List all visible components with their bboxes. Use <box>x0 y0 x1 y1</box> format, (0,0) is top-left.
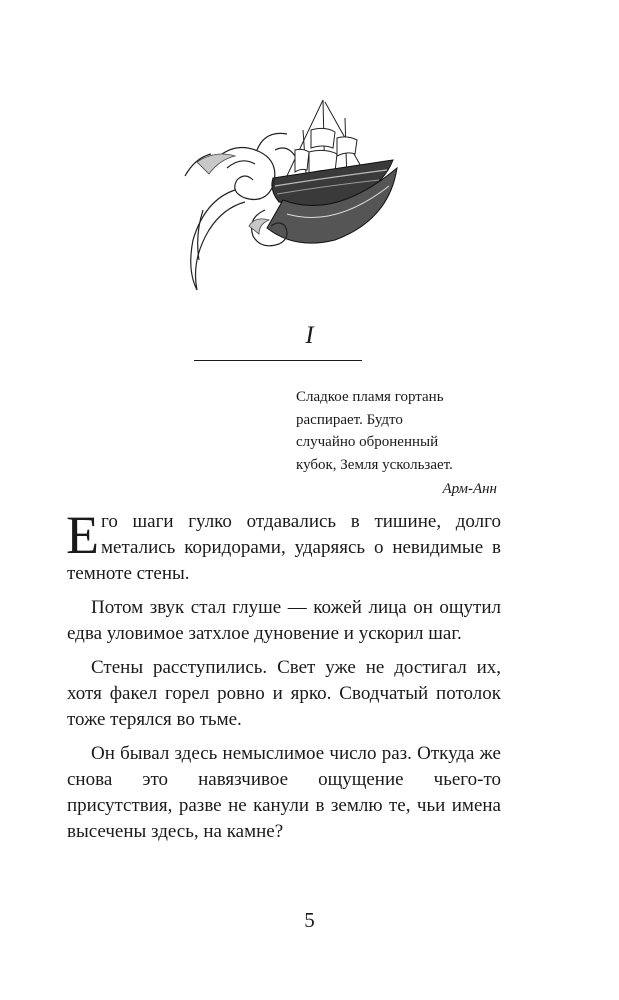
paragraph: Стены расступились. Свет уже не достигал их, хотя факел горел ровно и ярко. Сводчатый потолок тоже терялся во тьме. <box>67 657 501 730</box>
epigraph-line: распирает. Будто <box>296 411 403 428</box>
paragraph: Потом звук стал глуше — кожей лица он ощутил едва уловимое затхлое дуновение и ускорил шаг. <box>67 597 501 644</box>
epigraph-line: кубок, Земля ускользает. <box>296 456 453 473</box>
chapter-divider <box>194 360 362 361</box>
chapter-body <box>66 505 501 853</box>
paragraph-text: го шаги гулко отдавались в тишине, долго метались коридорами, ударяясь о невидимые в темноте стены. <box>67 511 501 584</box>
epigraph-author: Арм-Анн <box>442 481 497 497</box>
chapter-number: I <box>305 322 314 349</box>
epigraph-line: Сладкое пламя гортань <box>296 389 444 405</box>
ship-on-waves-illustration <box>175 90 425 300</box>
paragraph <box>66 505 501 587</box>
epigraph <box>296 386 516 501</box>
epigraph-line: случайно оброненный <box>296 434 439 450</box>
drop-cap: Е <box>66 505 99 565</box>
paragraph: Он бывал здесь немыслимое число раз. Откуда же снова это навязчивое ощущение чьего-то присутствия, разве не канули в землю те, чьи имена высечены здесь, на камне? <box>67 743 501 842</box>
page-number: 5 <box>304 908 315 932</box>
